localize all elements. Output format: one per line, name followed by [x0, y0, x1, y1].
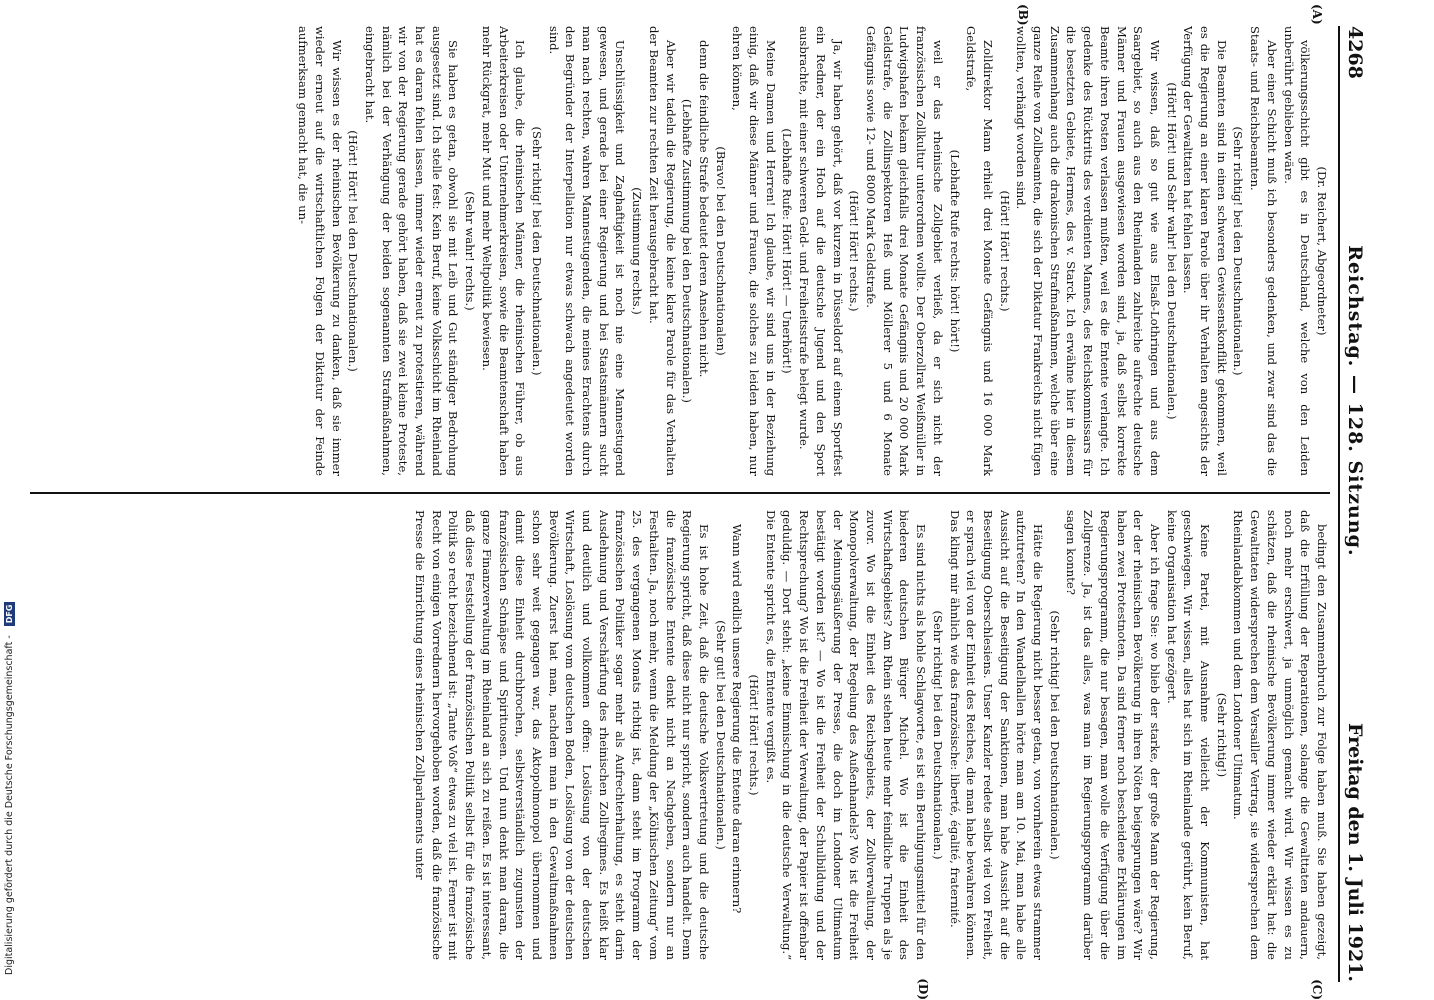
paragraph: (Sehr gut! bei den Deutschnationalen.) — [713, 620, 728, 850]
paragraph: (Sehr richtig!) — [1214, 692, 1229, 778]
paragraph: (Hört! Hört! rechts.) — [747, 674, 762, 796]
paragraph: Hätte die Regierung nicht besser getan, von vornherein etwas strammer aufzutreten? In den Wandelhallen hörte man am 10. Mai, man habe alle Aussicht auf die Beseitigung der Sanktionen, man habe Aussicht auf die Beseitigung Oberschlesiens. Unser Kanzler redete selbst viel von Freiheit, er sprach viel von der Einheit des Reiches, die man habe bewahren können. Das klingt mir ähnlich wie das französische: liberté, égalité, fraternité. — [947, 510, 1046, 960]
paragraph: Es ist hohe Zeit, daß die deutsche Volksvertretung und die deutsche Regierung spricht, daß diese nicht nur spricht, sondern auch handelt. Denn die französische Entente denkt nicht an Nachgeben, sondern nur an Festhalten. Ja, noch mehr, wenn die Meldung der „Kölnischen Zeitung“ vom 25. des vergangenen Monats richtig ist, dann steht im Programm der französischen Politiker sogar mehr als Aufrechterhaltung, es steht darin Ausdehnung und Verschärfung des rheinischen Zollregimes. Es heißt klar und deutlich und vollkommen offen: Loslösung von der deutschen Wirtschaft, Loslösung vom deutschen Boden, Loslösung von der deutschen Bevölkerung. Zuerst hat man, nachdem man in den Gewaltmaßnahmen schon sehr weit gegangen war, das Aktopolmonopol übernommen und damit diese Einheit durchbrochen, selbstverständlich zugunsten der französischen Schnäpse und Spirituosen. Und nun denkt man daran, die ganze Finanzverwaltung im Rheinland an sich zu reißen. Es ist interessant, daß diese Feststellung der französischen Politik selbst für die französische Politik so recht bezeichnend ist: „Tante Voß“ etwas zu viel ist. Ferner ist mit Recht von einigen Vorrednern hervorgehoben worden, daß die französische Presse die Einrichtung eines rheinischen Zollparlaments unter — [413, 510, 711, 960]
paragraph: völkerungsschicht gibt es in Deutschland, welche von den Leiden unberührt geblieben wäre. — [1281, 26, 1313, 476]
paragraph: Meine Damen und Herren! Ich glaube, wir sind uns in der Beziehung einig, daß wir diese Männer und Frauen, die solches zu leiden haben, nur ehren können, — [730, 26, 778, 476]
paragraph: (Lebhafte Rufe rechts: hört! hört!) — [947, 149, 962, 353]
paragraph: (Sehr richtig! bei den Deutschnationalen.) — [1047, 610, 1062, 860]
paragraph: (Zustimmung rechts.) — [630, 187, 645, 315]
paragraph: Keine Partei, mit Ausnahme vielleicht der Kommunisten, hat geschwiegen. Wir wissen, alles hat sich im Rheinlande gerührt, kein Beruf, keine Organisation hat gezögert. — [1164, 510, 1213, 960]
paragraph: Die Beamten sind in einen schweren Gewissenskonflikt gekommen, weil es die Regierung an einer klaren Parole über ihr Verhalten angesichts der Verfügung der Gewalttaten hat fehlen lassen. — [1181, 26, 1229, 476]
paragraph: (Hört! Hört! rechts.) — [847, 190, 862, 312]
paragraph: (Bravo! bei den Deutschnationalen) — [713, 146, 728, 356]
margin-marker-b: (B) — [1016, 4, 1030, 26]
column-rule — [30, 492, 1330, 494]
paragraph: Wir wissen es der rheinischen Bevölkerung zu danken, daß sie immer wieder erneut auf die wirtschaftlichen Folgen der Diktatur der Feinde aufmerksam gemacht hat, die un- — [296, 26, 344, 476]
paragraph: (Sehr richtig! bei den Deutschnationalen.) — [1231, 126, 1246, 376]
paragraph: Sie haben es getan, obwohl sie mit Leib und Gut ständiger Bedrohung ausgesetzt sind. Ich stelle fest: Kein Beruf, keine Volksschicht im Rheinland hat es daran fehlen lassen, immer wieder erneut zu protestieren, während wir von der Regierung gerade gehört haben, daß sie zwei kleine Proteste, nämlich bei der Verhängung der beiden sogenannten Strafmaßnahmen, eingebracht hat. — [362, 26, 461, 476]
text-columns — [30, 4, 1330, 1000]
paragraph: denn die feindliche Strafe bedeutet deren Ansehen nicht. — [696, 40, 711, 378]
paragraph: Wann wird endlich unsere Regierung die Entente daran erinnern? — [730, 524, 745, 914]
paragraph: (Lebhafte Zustimmung bei den Deutschnationalen.) — [680, 99, 695, 403]
paragraph: Ich glaube, die rheinischen Männer, die rheinischen Führer, ob aus Arbeiterkreisen oder Unternehmerkreisen, sowie die Beamtenschaft haben mehr Rückgrat, mehr Mut und mehr Weltpolitik bewiesen. — [479, 26, 528, 476]
session-title: Reichstag. — 128. Sitzung. — [1344, 245, 1366, 557]
paragraph: Zolldirektor Mann erhielt drei Monate Gefängnis und 16 000 Mark Geldstrafe, — [964, 26, 995, 476]
paragraph: (Lebhafte Rufe: Hört! Hört! — Unerhört!) — [780, 128, 795, 374]
credit-text: Digitalisierung gefördert durch die Deutsche Forschungsgemeinschaft - — [4, 635, 15, 975]
paragraph: Aber wir tadeln die Regierung, die keine klare Parole für das Verhalten der Beamten zur rechten Zeit herausgebracht hat. — [646, 26, 678, 476]
paragraph: Es sind nichts als hohle Schlagworte, es ist ein Beruhigungsmittel für den biederen deutschen Bürger Michel. Wo ist die Einheit des Wirtschaftsgebiets? Am Rhein stehen heute mehr feindliche Truppen als je zuvor. Wo ist die Einheit des Reichsgebiets, der Zollverwaltung, der Monopolverwaltung, der Regelung des Außenhandels? Wo ist die Freiheit der Meinungsäußerung der Presse, die doch im Londoner Ultimatum bestätigt worden ist? — Wo ist die Freiheit der Schulbildung und der Rechtsprechung? Wo ist die Freiheit der Verwaltung, der Papier ist offenbar geduldig. — Dort steht: „keine Einmischung in die deutsche Verwaltung.“ Die Entente spricht es, die Entente vergißt es. — [763, 510, 929, 960]
margin-marker-a: (A) — [1310, 4, 1324, 25]
left-column — [30, 26, 1330, 476]
paragraph: (Dr. Reichert, Abgeordneter) — [1315, 166, 1329, 336]
paragraph: Unschlüssigkeit und Zaghaftigkeit ist noch nie eine Mannestugend gewesen, und gerade bei einer Regierung und bei Staatsmännern sucht man nach rechten, wahren Mannestugenden, die meines Erachtens durch den Begründer der Interpellation nur etwas schwach angedeutet worden sind. — [546, 26, 628, 476]
paragraph: (Hört! Hört! bei den Deutschnationalen.) — [346, 130, 361, 372]
page-header — [1338, 26, 1366, 982]
right-column — [30, 510, 1330, 960]
page-number: 4268 — [1344, 26, 1366, 79]
paragraph: weil er das rheinische Zollgebiet verließ, da er sich nicht der französischen Zollkultur unterordnen wollte. Der Oberzollrat Weißmüller in Ludwigshafen bekam gleichfalls drei Monate Gefängnis und 20 000 Mark Geldstrafe, die Zollinspektoren Heß und Möllerer 5 und 6 Monate Gefängnis sowie 12- und 8000 Mark Geldstrafe. — [864, 26, 945, 476]
margin-marker-c: (C) — [1310, 979, 1324, 1000]
session-date: Freitag den 1. Juli 1921. — [1344, 722, 1366, 982]
paragraph: Aber ich frage Sie: wo blieb der starke, der große Mann der Regierung, der der rheinischen Bevölkerung in ihren Nöten beigesprungen wäre? Wir haben zwei Protestnoten. Da sind ferner noch bescheidene Erklärungen im Regierungsprogramm, die nur besagen, man wolle die Verfügung über die Zollgrenze. Ja, ist das alles, was man im Regierungsprogramm darüber sagen konnte? — [1064, 510, 1162, 960]
paragraph: (Sehr wahr! rechts.) — [463, 191, 478, 311]
margin-marker-d: (D) — [916, 978, 930, 1000]
paragraph: Ja, wir haben gehört, daß vor kurzem in Düsseldorf auf einem Sportfest ein Redner, der ein Hoch auf die deutsche Jugend und den Sport ausbrachte, mit einer schweren Geld- und Freiheitsstrafe belegt wurde. — [797, 26, 845, 476]
paragraph: (Sehr richtig! bei den Deutschnationalen.) — [529, 126, 544, 376]
paragraph: bedingt den Zusammenbruch zur Folge haben muß. Sie haben gezeigt, daß die Erfüllung der Reparationen, solange die Gewalttaten andauern, noch mehr erschwert, ja unmöglich gemacht wird. Wir wissen es zu schätzen, daß die rheinische Bevölkerung immer wieder erklärt hat: die Gewalttaten widersprechen dem Versailler Vertrag, sie widersprechen dem Rheinlandabkommen und dem Londoner Ultimatum. — [1231, 510, 1329, 960]
paragraph: Wir wissen, daß so gut wie aus Elsaß-Lothringen und aus dem Saargebiet, so auch aus den Rheinlanden zahlreiche aufrechte deutsche Männer und Frauen ausgewiesen worden sind, ja, daß selbst korrekte Beamte ihren Posten verlassen mußten, weil es die Entente verlangte. Ich gedenke des Rücktritts des verdienten Mannes, des Reichskommissars für die besetzten Gebiete, Hermes, des v. Starck. Ich erwähne hier in diesem Zusammenhang auch die drakonischen Strafmaßnahmen, welche über eine ganze Reihe von Zollbeamten, die sich der Diktatur Frankreichs nicht fügen wollten, verhängt worden sind. — [1014, 26, 1162, 476]
paragraph: (Sehr richtig! bei den Deutschnationalen.) — [930, 610, 945, 860]
dfg-logo: DFG — [4, 602, 15, 627]
paragraph: (Hört! Hört! und Sehr wahr! bei den Deutschnationalen.) — [1164, 82, 1179, 420]
paragraph: Aber einer Schicht muß ich besonders gedenken, und zwar sind das die Staats- und Reichsbeamten. — [1248, 26, 1279, 476]
paragraph: (Hört! Hört! rechts.) — [997, 190, 1012, 312]
